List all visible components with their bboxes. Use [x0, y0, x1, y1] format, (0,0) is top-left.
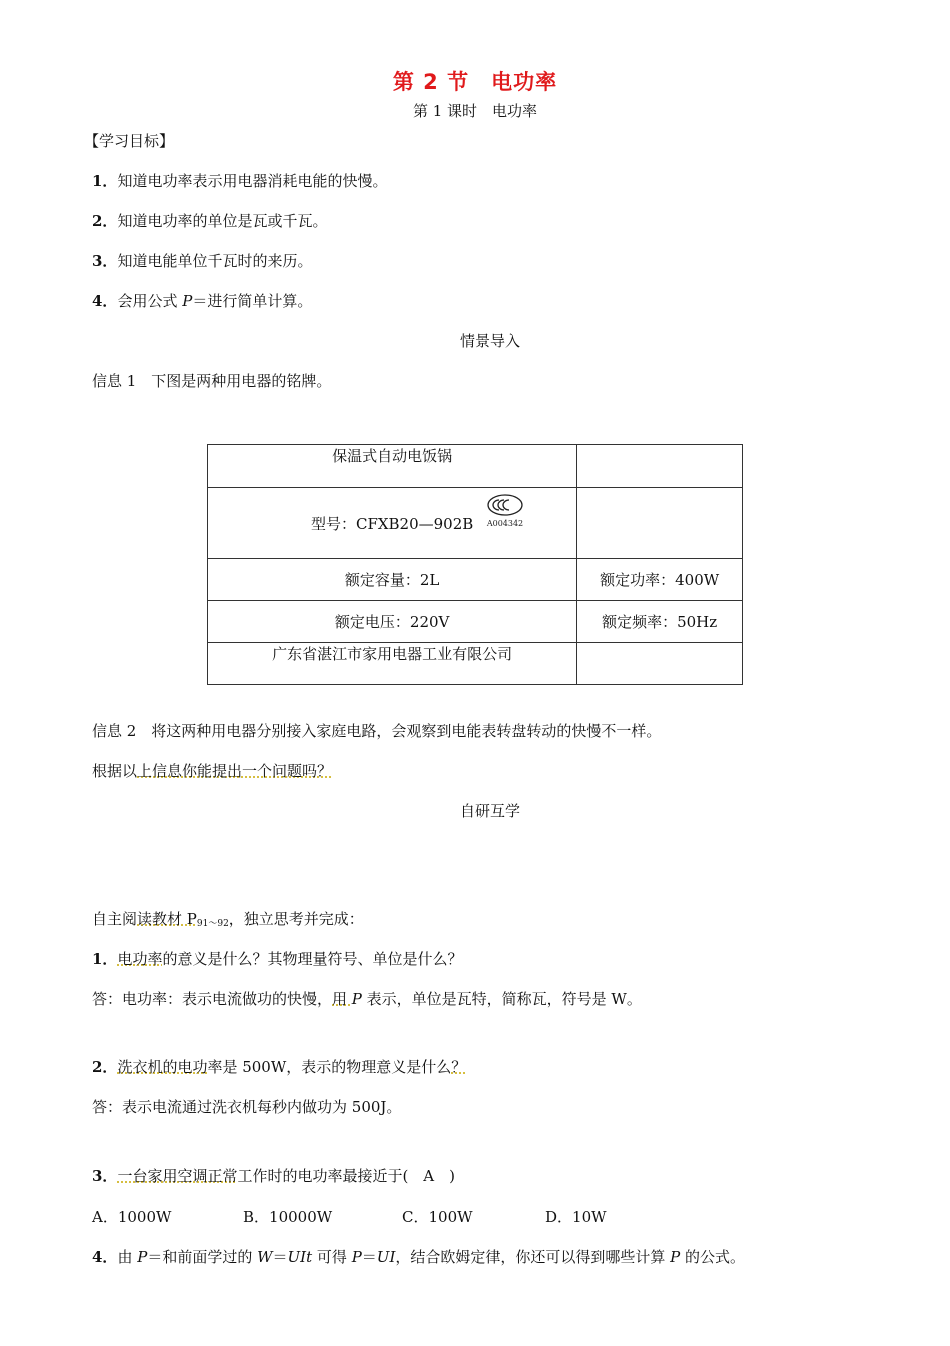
cert-code: A004342 [486, 518, 524, 528]
question-2 [92, 1056, 466, 1077]
section-heading-intro: 情景导入 [459, 332, 520, 350]
table-row [208, 643, 743, 685]
empty-cell [577, 445, 743, 488]
section-heading-study: 自研互学 [459, 802, 520, 820]
question-text: 的意义是什么？其物理量符号、单位是什么？ [162, 950, 463, 968]
question-number: 3． [92, 1167, 118, 1185]
table-row [208, 445, 743, 488]
choice-c: C．100W [402, 1208, 473, 1226]
answer-text: 表示，单位是瓦特，简称瓦，符号是 W。 [361, 990, 642, 1008]
reading-part: ，独立思考并完成： [228, 910, 364, 928]
question-text: 的公式。 [680, 1248, 746, 1266]
question-number: 4． [92, 1248, 118, 1266]
question-text: 可得 [312, 1248, 352, 1266]
choice-d: D．10W [545, 1208, 607, 1226]
question-text: 电功率 [117, 950, 163, 968]
model-number: 型号：CFXB20—902B [310, 514, 474, 533]
question-number: 2． [92, 1058, 118, 1076]
intro-question-part: 根据以 [92, 762, 138, 780]
manufacturer: 广东省湛江市家用电器工业有限公司 [208, 643, 577, 685]
choice-b: B．10000W [243, 1208, 333, 1226]
page-title: 第 2 节 电功率 [392, 70, 558, 94]
ccc-certification-icon [483, 494, 527, 530]
objective-text-post: ＝进行简单计算。 [192, 292, 313, 310]
question-1 [92, 948, 462, 969]
objective-text: 知道电能单位千瓦时的来历。 [117, 252, 313, 270]
nameplate-table [207, 444, 743, 685]
objective-number: 1． [92, 172, 118, 190]
question-4 [92, 1246, 745, 1267]
question-text: ＝和前面学过的 [147, 1248, 258, 1266]
choice-a: A．1000W [92, 1208, 172, 1226]
info-1: 信息 1 下图是两种用电器的铭牌。 [92, 372, 332, 390]
variable-p: P [351, 990, 362, 1008]
rated-voltage: 额定电压：220V [208, 601, 577, 643]
question-3 [92, 1165, 455, 1186]
question-text: ＝ [272, 1248, 288, 1266]
reading-instruction [92, 908, 364, 929]
reading-part: 读教材 P [137, 910, 197, 928]
objective-item [92, 250, 312, 271]
objectives-heading: 【学习目标】 [84, 132, 175, 150]
variable-uit: UIt [287, 1248, 313, 1266]
model-wrap [310, 513, 524, 534]
table-row [208, 601, 743, 643]
objective-text-pre: 会用公式 [117, 292, 183, 310]
objective-text: 知道电功率的单位是瓦或千瓦。 [117, 212, 328, 230]
question-text: 由 [117, 1248, 138, 1266]
variable-p: P [137, 1248, 148, 1266]
objective-item [92, 210, 327, 231]
page-range: 91～92 [196, 919, 229, 929]
info-2: 信息 2 将这两种用电器分别接入家庭电路，会观察到电能表转盘转动的快慢不一样。 [92, 722, 662, 740]
answer-2: 答：表示电流通过洗衣机每秒内做功为 500J。 [92, 1098, 402, 1116]
answer-text: 用 [332, 990, 352, 1008]
objective-number: 4． [92, 292, 118, 310]
page-subtitle: 第 1 课时 电功率 [412, 102, 538, 120]
question-text: 洗衣机的电功 [117, 1058, 208, 1076]
objective-number: 2． [92, 212, 118, 230]
model-cell [208, 488, 577, 559]
question-text: ＝ [361, 1248, 377, 1266]
rated-power: 额定功率：400W [577, 559, 743, 601]
table-row [208, 488, 743, 559]
question-text: 率是 500W，表示的物理意义是什么 [207, 1058, 452, 1076]
intro-question-part: 上信息你能提出一个问题吗？ [137, 762, 333, 780]
reading-part: 自主阅 [92, 910, 138, 928]
objective-number: 3． [92, 252, 118, 270]
variable-w: W [257, 1248, 273, 1266]
question-text: 工作时的电功率最接近于( A ) [237, 1167, 455, 1185]
answer-text: 答：电功率：表示电流做功的快慢， [92, 990, 333, 1008]
answer-1 [92, 988, 642, 1009]
question-text: ？ [451, 1058, 467, 1076]
variable-p: P [670, 1248, 681, 1266]
empty-cell [577, 488, 743, 559]
variable-p: P [182, 292, 193, 310]
variable-p: P [351, 1248, 362, 1266]
question-text: 一台家用空调正常 [117, 1167, 238, 1185]
rated-frequency: 额定频率：50Hz [577, 601, 743, 643]
question-text: ，结合欧姆定律，你还可以得到哪些计算 [395, 1248, 671, 1266]
objective-item [92, 290, 312, 311]
objective-item [92, 170, 387, 191]
empty-cell [577, 643, 743, 685]
table-row [208, 559, 743, 601]
intro-question [92, 760, 332, 781]
variable-ui: UI [376, 1248, 396, 1266]
product-name: 保温式自动电饭锅 [208, 445, 577, 488]
question-number: 1． [92, 950, 118, 968]
rated-capacity: 额定容量：2L [208, 559, 577, 601]
objective-text: 知道电功率表示用电器消耗电能的快慢。 [117, 172, 388, 190]
